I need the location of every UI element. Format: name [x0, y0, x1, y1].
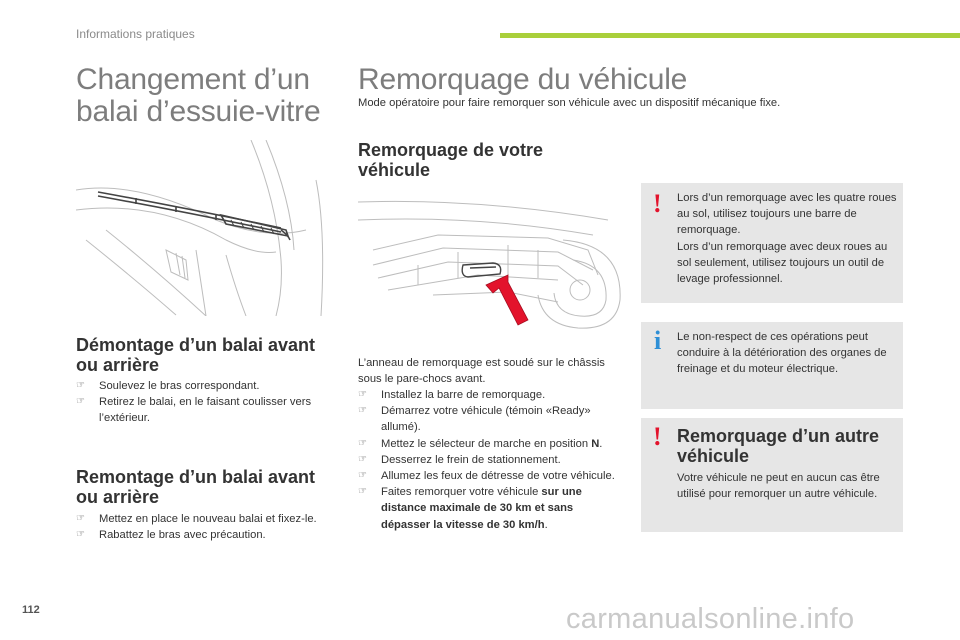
step-text: . [544, 518, 548, 531]
header-accent-bar [500, 33, 960, 38]
title-line: Remorquage d’un autre [677, 426, 880, 446]
page-title-wiper [76, 64, 320, 128]
list-item [358, 403, 620, 435]
towing-ring-text: L’anneau de remorquage est soudé sur le châssis sous le pare-chocs avant. [358, 357, 605, 386]
title-line: véhicule [358, 160, 431, 180]
step-text: Allumez les feux de détresse de votre véhicule. [381, 470, 615, 483]
page-title-towing: Remorquage du véhicule [358, 63, 688, 96]
list-item [358, 484, 620, 533]
step-text: Faites remorquer votre véhicule [381, 486, 542, 499]
refit-steps [76, 511, 328, 543]
title-line: Changement d’un [76, 63, 310, 96]
tow-other-text: Votre véhicule ne peut en aucun cas être utilisé pour remorquer un autre véhicule. [677, 472, 880, 501]
title-line: Remorquage de votre [358, 140, 544, 160]
pointer-icon: ☞ [358, 486, 367, 498]
warning-box [641, 183, 903, 303]
step-text: Desserrez le frein de stationnement. [381, 453, 561, 466]
step-emphasis: sur une distance maximale de 30 km et sans dépasser la vitesse de 30 km/h [381, 486, 582, 531]
pointer-icon: ☞ [76, 380, 85, 391]
step-text: Rabattez le bras avec précaution. [99, 529, 266, 542]
step-text: Mettez le sélecteur de marche en position [381, 437, 592, 450]
title-line: Démontage d’un balai avant [76, 335, 316, 355]
warning-icon: ! [653, 422, 662, 451]
step-text: Soulevez le bras correspondant. [99, 380, 260, 392]
wiper-blade-illustration [76, 140, 334, 316]
towing-ring-illustration [358, 190, 628, 330]
list-item [358, 436, 620, 452]
title-line: ou arrière [76, 355, 160, 375]
step-emphasis: N [591, 437, 600, 450]
section-header: Informations pratiques [76, 27, 195, 41]
section-title-removal [76, 335, 346, 375]
list-item [76, 527, 328, 543]
list-item [358, 468, 620, 484]
warning-line: Lors d’un remorquage avec les quatre roues au sol, utilisez toujours une barre de remorquage. [677, 192, 897, 237]
towing-steps [358, 387, 620, 533]
pointer-icon: ☞ [76, 396, 85, 408]
pointer-icon: ☞ [358, 389, 367, 400]
info-text: Le non-respect de ces opérations peut conduire à la détérioration des organes de freinage et du moteur électrique. [677, 331, 887, 376]
step-text: Mettez en place le nouveau balai et fixez-le. [99, 513, 317, 525]
red-arrow-icon [486, 275, 528, 325]
step-text: Démarrez votre véhicule (témoin «Ready» allumé). [381, 405, 591, 434]
warning-text [677, 190, 899, 287]
section-title-refit [76, 467, 346, 507]
warning-icon: ! [653, 189, 662, 218]
pointer-icon: ☞ [76, 529, 85, 541]
list-item [358, 387, 620, 403]
list-item [76, 394, 334, 426]
pointer-icon: ☞ [358, 405, 367, 417]
title-line: balai d’essuie-vitre [76, 95, 321, 128]
info-icon: i [654, 326, 662, 355]
watermark: carmanualsonline.info [566, 603, 855, 635]
info-box [641, 322, 903, 409]
warning-line: Lors d’un remorquage avec deux roues au sol seulement, utilisez toujours un outil de levage professionnel. [677, 240, 888, 286]
removal-steps [76, 378, 334, 427]
pointer-icon: ☞ [76, 513, 85, 524]
title-line: Remontage d’un balai avant [76, 467, 316, 487]
title-line: véhicule [677, 446, 750, 466]
pointer-icon: ☞ [358, 437, 367, 449]
tow-other-title [677, 426, 901, 466]
towing-intro: Mode opératoire pour faire remorquer son véhicule avec un dispositif mécanique fixe. [358, 97, 781, 109]
pointer-icon: ☞ [358, 470, 367, 482]
pointer-icon: ☞ [358, 453, 367, 465]
list-item [76, 378, 334, 394]
title-line: ou arrière [76, 487, 160, 507]
page-number: 112 [22, 604, 40, 616]
tow-other-box [641, 418, 903, 532]
section-title-towing [358, 140, 543, 180]
step-text: Installez la barre de remorquage. [381, 389, 546, 401]
list-item [358, 452, 620, 468]
list-item [76, 511, 328, 527]
step-text: Retirez le balai, en le faisant coulisser vers l’extérieur. [99, 396, 312, 425]
step-text: . [599, 437, 603, 450]
